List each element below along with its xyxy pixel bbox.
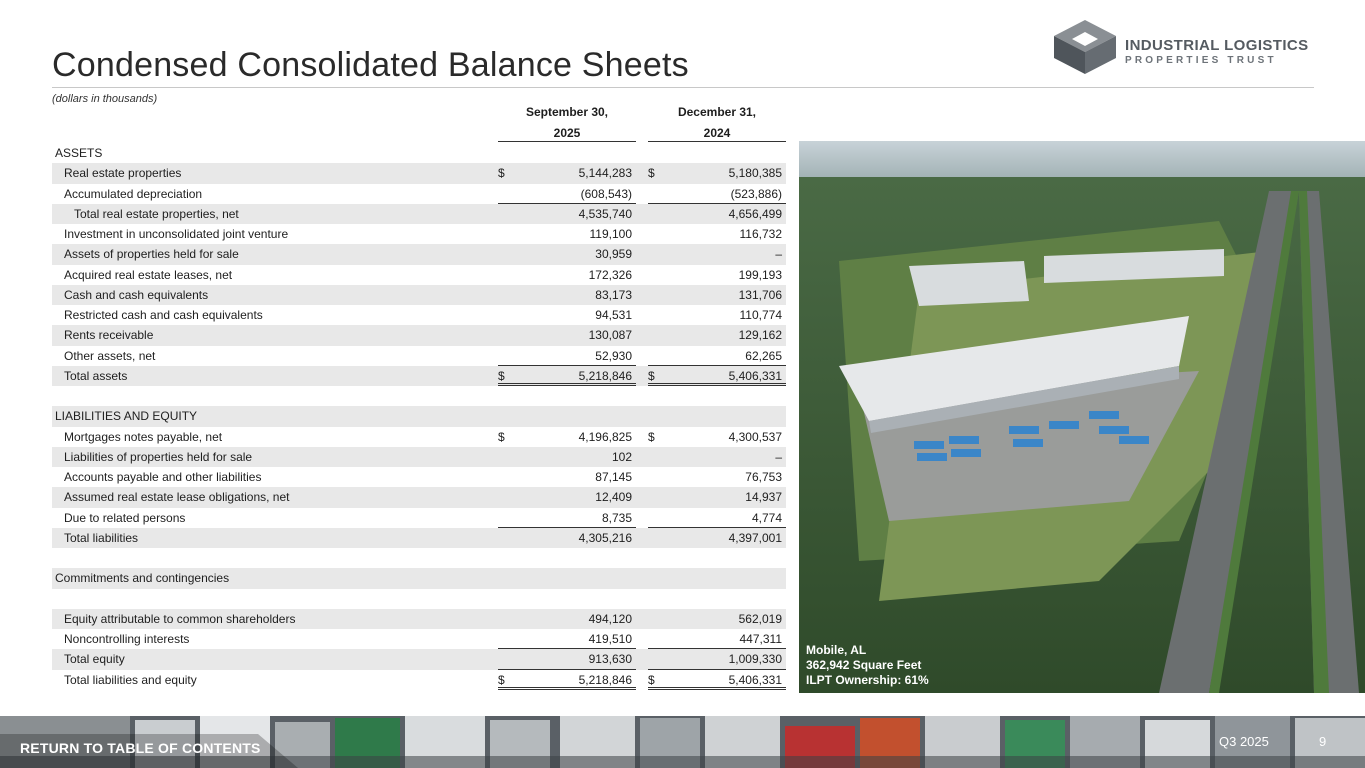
value-cell-dec-2024	[648, 487, 786, 507]
return-to-toc-link[interactable]: RETURN TO TABLE OF CONTENTS	[20, 740, 261, 756]
row-label: Other assets, net	[64, 348, 156, 363]
value-cell-sep-2025	[498, 427, 636, 447]
value-number: 494,120	[588, 611, 632, 626]
value-cell-dec-2024	[648, 184, 786, 204]
value-cell-dec-2024	[648, 528, 786, 548]
page-title: Condensed Consolidated Balance Sheets	[52, 46, 689, 84]
value-cell-dec-2024	[648, 386, 786, 406]
column-header-rule	[648, 141, 786, 142]
value-number: 4,300,537	[728, 429, 782, 444]
property-aerial-photo	[799, 141, 1365, 693]
value-cell-sep-2025	[498, 265, 636, 285]
value-cell-dec-2024	[648, 305, 786, 325]
value-number: 116,732	[739, 227, 782, 241]
column-header-dec-2024: December 31, 2024	[677, 105, 757, 140]
value-number: 4,397,001	[728, 530, 782, 545]
value-cell-sep-2025	[498, 568, 636, 588]
value-cell-sep-2025	[498, 366, 636, 386]
value-number: 76,753	[745, 470, 782, 484]
value-cell-sep-2025	[498, 305, 636, 325]
value-number: 5,406,331	[728, 368, 782, 383]
value-number: 14,937	[745, 490, 782, 505]
table-row	[52, 366, 786, 386]
table-row	[52, 649, 786, 669]
table-row	[52, 528, 786, 548]
row-label: ASSETS	[55, 146, 103, 160]
value-cell-dec-2024	[648, 467, 786, 487]
currency-symbol: $	[648, 672, 655, 687]
row-label: Mortgages notes payable, net	[64, 429, 223, 444]
table-row	[52, 184, 786, 204]
value-number: 102	[611, 449, 632, 464]
value-number: 447,311	[739, 632, 782, 646]
row-label: Restricted cash and cash equivalents	[64, 308, 263, 322]
table-row	[52, 427, 786, 447]
row-label: Liabilities of properties held for sale	[64, 449, 253, 464]
logo-text-primary: INDUSTRIAL LOGISTICS	[1125, 37, 1309, 54]
value-cell-sep-2025	[498, 629, 636, 649]
value-number: 4,774	[751, 510, 782, 525]
value-cell-sep-2025	[498, 224, 636, 244]
value-cell-sep-2025	[498, 325, 636, 345]
company-logo	[1054, 20, 1324, 74]
row-label: Assets of properties held for sale	[64, 247, 239, 262]
table-row	[52, 670, 786, 690]
currency-symbol: $	[648, 368, 655, 383]
row-label: Total assets	[64, 368, 128, 383]
value-cell-sep-2025	[498, 589, 636, 609]
value-number: 5,180,385	[728, 166, 782, 181]
value-number: 5,218,846	[578, 672, 632, 687]
value-cell-dec-2024	[648, 447, 786, 467]
row-label: Noncontrolling interests	[64, 632, 190, 646]
row-label: Equity attributable to common shareholders	[64, 611, 296, 626]
aerial-photo-illustration	[799, 141, 1365, 693]
row-label: LIABILITIES AND EQUITY	[55, 409, 198, 424]
value-cell-dec-2024	[648, 285, 786, 305]
column-header-sep-2025: September 30, 2025	[525, 105, 609, 140]
units-note: (dollars in thousands)	[52, 93, 158, 105]
table-row	[52, 447, 786, 467]
value-cell-sep-2025	[498, 649, 636, 669]
value-cell-dec-2024	[648, 589, 786, 609]
value-cell-sep-2025	[498, 609, 636, 629]
value-cell-dec-2024	[648, 265, 786, 285]
row-label: Acquired real estate leases, net	[64, 267, 233, 282]
value-cell-sep-2025	[498, 548, 636, 568]
value-number: 110,774	[739, 308, 782, 322]
table-row	[52, 143, 786, 163]
value-cell-sep-2025	[498, 184, 636, 204]
row-label: Total liabilities and equity	[64, 672, 197, 687]
currency-symbol: $	[498, 368, 505, 383]
value-cell-sep-2025	[498, 143, 636, 163]
value-cell-sep-2025	[498, 467, 636, 487]
table-row	[52, 265, 786, 285]
logo-text-secondary: PROPERTIES TRUST	[1125, 55, 1277, 66]
value-number: 129,162	[738, 328, 782, 343]
value-number: –	[775, 449, 782, 464]
balance-sheet-table	[52, 143, 786, 690]
value-cell-dec-2024	[648, 568, 786, 588]
value-cell-dec-2024	[648, 346, 786, 366]
row-label: Rents receivable	[64, 328, 154, 343]
cube-logo-icon	[1054, 20, 1116, 74]
table-row	[52, 568, 786, 588]
value-number: 30,959	[595, 247, 632, 262]
row-label: Total liabilities	[64, 530, 139, 545]
table-row	[52, 609, 786, 629]
row-label: Commitments and contingencies	[55, 571, 230, 586]
value-cell-sep-2025	[498, 244, 636, 264]
photo-caption-ownership: ILPT Ownership: 61%	[806, 673, 929, 687]
value-number: 62,265	[745, 348, 782, 363]
row-label: Total real estate properties, net	[74, 206, 239, 221]
row-label: Due to related persons	[64, 510, 186, 525]
value-cell-sep-2025	[498, 528, 636, 548]
table-row	[52, 589, 786, 609]
value-number: 4,535,740	[578, 206, 632, 221]
value-cell-sep-2025	[498, 487, 636, 507]
value-cell-dec-2024	[648, 548, 786, 568]
value-number: 87,145	[595, 470, 632, 484]
value-cell-dec-2024	[648, 143, 786, 163]
currency-symbol: $	[498, 672, 505, 687]
value-cell-dec-2024	[648, 427, 786, 447]
value-number: (608,543)	[580, 186, 632, 201]
column-header-rule	[498, 141, 636, 142]
photo-caption	[806, 643, 929, 688]
table-row	[52, 467, 786, 487]
table-row	[52, 406, 786, 426]
report-quarter: Q3 2025	[1219, 734, 1269, 749]
value-number: 199,193	[738, 267, 782, 282]
title-divider	[52, 87, 1314, 88]
value-number: 130,087	[588, 328, 632, 343]
photo-caption-square-feet: 362,942 Square Feet	[806, 658, 922, 672]
value-number: 4,196,825	[578, 429, 632, 444]
value-cell-dec-2024	[648, 649, 786, 669]
value-cell-dec-2024	[648, 406, 786, 426]
page-number: 9	[1319, 734, 1327, 749]
value-cell-sep-2025	[498, 204, 636, 224]
value-number: 4,656,499	[728, 206, 782, 221]
value-cell-dec-2024	[648, 244, 786, 264]
value-cell-dec-2024	[648, 204, 786, 224]
value-number: –	[775, 247, 782, 262]
photo-caption-location: Mobile, AL	[806, 643, 867, 657]
table-row	[52, 548, 786, 568]
row-label: Assumed real estate lease obligations, net	[64, 490, 290, 505]
currency-symbol: $	[498, 166, 505, 181]
value-number: 172,326	[588, 267, 632, 282]
value-cell-sep-2025	[498, 386, 636, 406]
value-number: 562,019	[738, 611, 782, 626]
table-row	[52, 204, 786, 224]
value-number: 5,218,846	[578, 368, 632, 383]
row-label: Cash and cash equivalents	[64, 287, 209, 302]
currency-symbol: $	[648, 429, 655, 444]
row-label: Accumulated depreciation	[64, 186, 203, 201]
value-number: 913,630	[588, 652, 632, 667]
table-row	[52, 163, 786, 183]
value-cell-sep-2025	[498, 670, 636, 690]
value-number: 4,305,216	[578, 530, 632, 545]
value-number: 5,144,283	[578, 166, 632, 181]
currency-symbol: $	[498, 429, 505, 444]
value-cell-dec-2024	[648, 670, 786, 690]
value-cell-dec-2024	[648, 508, 786, 528]
value-cell-dec-2024	[648, 609, 786, 629]
value-cell-sep-2025	[498, 508, 636, 528]
row-label: Accounts payable and other liabilities	[64, 470, 262, 484]
value-number: 83,173	[595, 287, 632, 302]
table-row	[52, 244, 786, 264]
table-row	[52, 346, 786, 366]
value-cell-dec-2024	[648, 325, 786, 345]
currency-symbol: $	[648, 166, 655, 181]
value-number: (523,886)	[730, 186, 782, 201]
table-row	[52, 386, 786, 406]
value-number: 12,409	[595, 490, 632, 505]
value-number: 8,735	[601, 510, 632, 525]
row-label: Investment in unconsolidated joint venture	[64, 227, 289, 241]
value-number: 131,706	[738, 287, 782, 302]
row-label: Real estate properties	[64, 166, 182, 181]
table-row	[52, 305, 786, 325]
table-row	[52, 325, 786, 345]
value-cell-dec-2024	[648, 224, 786, 244]
value-cell-dec-2024	[648, 629, 786, 649]
value-number: 119,100	[589, 227, 632, 241]
value-number: 52,930	[595, 348, 632, 363]
value-number: 94,531	[595, 308, 632, 322]
table-row	[52, 285, 786, 305]
value-number: 419,510	[588, 632, 632, 646]
value-number: 1,009,330	[728, 652, 782, 667]
value-cell-sep-2025	[498, 346, 636, 366]
value-cell-dec-2024	[648, 366, 786, 386]
value-cell-sep-2025	[498, 447, 636, 467]
table-row	[52, 224, 786, 244]
table-row	[52, 508, 786, 528]
row-label: Total equity	[64, 652, 125, 667]
value-cell-dec-2024	[648, 163, 786, 183]
value-cell-sep-2025	[498, 406, 636, 426]
value-cell-sep-2025	[498, 163, 636, 183]
table-row	[52, 629, 786, 649]
value-cell-sep-2025	[498, 285, 636, 305]
table-row	[52, 487, 786, 507]
value-number: 5,406,331	[728, 672, 782, 687]
